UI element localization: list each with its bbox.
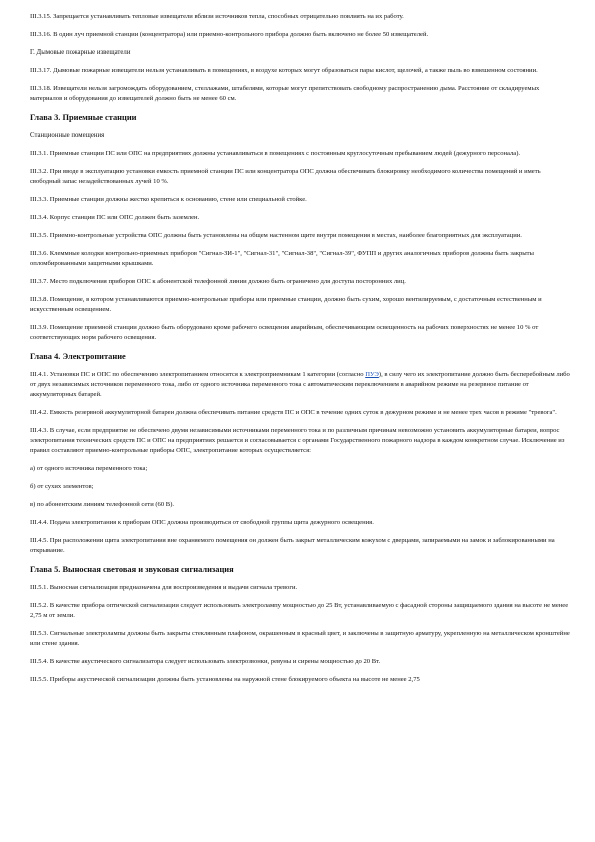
paragraph-ch3-4: III.3.4. Корпус станции ПС или ОПС должен быть заземлен.	[30, 214, 200, 221]
paragraph-3-16: III.3.16. В один луч приемной станции (концентратора) или приемно-контрольного прибора должно быть включено не более 50 извещателей.	[30, 31, 429, 38]
chapter-heading: Глава 3. Приемные станции	[30, 113, 137, 122]
section-subheading: Г. Дымовые пожарные извещатели	[30, 49, 131, 56]
paragraph-ch3-2: III.3.2. При вводе в эксплуатацию установки емкость приемной станции ПС или концентратора ОПС должна обеспечивать блокировку необходимого количества помещений и иметь свободный запас незадействованных лучей 10 %.	[30, 168, 541, 185]
paragraph-ch4-3: III.4.3. В случае, если предприятие не обеспечено двумя независимыми источниками переменного тока и по различным причинам невозможно установить аккумуляторные батареи, вопрос электропитания технических средств ПС и ОПС на предприятиях решается и согласовывается с органами Государственного пожарного надзора в каждом конкретном случае. Исключение из правил составляют приемно-контрольные приборы ОПС, электропитание которых осуществляется:	[30, 427, 565, 454]
paragraph-text: ), в силу чего их электропитание должно быть бесперебойным либо от двух независимых источников переменного тока, либо от одного источника переменного тока с автоматическим переключением в аварийном режиме на резервное питание от аккумуляторных батарей.	[30, 371, 570, 398]
chapter-heading: Глава 5. Выносная световая и звуковая сигнализация	[30, 565, 234, 574]
paragraph-3-17: III.3.17. Дымовые пожарные извещатели нельзя устанавливать в помещениях, в воздухе которых могут образоваться пары кислот, щелочей, а также пыль во взвешенном состоянии.	[30, 67, 538, 74]
paragraph-ch3-3: III.3.3. Приемные станции должны жестко крепиться к основанию, стене или специальной стойке.	[30, 196, 307, 203]
paragraph-ch3-6: III.3.6. Клеммные колодки контрольно-приемных приборов "Сигнал-ЗИ-1", "Сигнал-31", "Сигнал-38", "Сигнал-39", ФУПП и других аналогичных приборов должны быть закрыты опломбированными защитными крышками.	[30, 250, 534, 267]
paragraph-ch4-5: III.4.5. При расположении щита электропитания вне охраняемого помещения он должен быть закрыт металлическим кожухом с дверцами, запираемыми на замок и заблокированными на открывание.	[30, 537, 555, 554]
paragraph-ch4-2: III.4.2. Емкость резервной аккумуляторной батареи должна обеспечивать питание средств ПС и ОПС в течение одних суток в дежурном режиме и не менее трех часов в режиме "тревога".	[30, 409, 557, 416]
paragraph-ch3-8: III.3.8. Помещение, в котором устанавливаются приемно-контрольные приборы или приемные станции, должно быть сухим, хорошо вентилируемым, с достаточным естественным и искусственным освещением.	[30, 296, 542, 313]
paragraph-ch5-2: III.5.2. В качестве прибора оптической сигнализации следует использовать электролампу мощностью до 25 Вт, устанавливаемую с фасадной стороны защищаемого здания на высоте не менее 2,75 м от земли.	[30, 602, 569, 619]
list-item-b: б) от сухих элементов;	[30, 483, 94, 490]
list-item-c: в) по абонентским линиям телефонной сети (60 В).	[30, 501, 175, 508]
paragraph-ch5-1: III.5.1. Выносная сигнализация предназначена для воспроизведения и выдачи сигнала тревоги.	[30, 584, 298, 591]
paragraph-ch4-4: III.4.4. Подача электропитания к приборам ОПС должна производиться от свободной группы щита дежурного освещения.	[30, 519, 374, 526]
paragraph-ch5-3: III.5.3. Сигнальные электролампы должны быть закрыты стеклянным плафоном, окрашенным в красный цвет, и заключены в защитную арматуру, укрепленную на металлическом кронштейне или стене здания.	[30, 630, 570, 647]
document-page	[30, 12, 570, 693]
paragraph-ch3-7: III.3.7. Место подключения приборов ОПС к абонентской телефонной линии должно быть ограничено для доступа посторонних лиц.	[30, 278, 406, 285]
paragraph-ch4-1	[30, 370, 570, 400]
paragraph-ch3-5: III.3.5. Приемно-контрольные устройства ОПС должны быть установлены на общем настенном щите внутри помещения в местах, наиболее благоприятных для эксплуатации.	[30, 232, 522, 239]
pue-link[interactable]: ПУЭ	[365, 371, 379, 378]
list-item-a: а) от одного источника переменного тока;	[30, 465, 148, 472]
paragraph-ch3-9: III.3.9. Помещение приемной станции должно быть оборудовано кроме рабочего освещения аварийным, обеспечивающим освещенность на рабочих поверхностях не менее 10 % от соответствующих норм рабочего освещения.	[30, 324, 539, 341]
paragraph-text: III.4.1. Установки ПС и ОПС по обеспечению электропитанием относятся к электроприемникам 1 категории (согласно	[30, 371, 366, 378]
chapter-heading: Глава 4. Электропитание	[30, 352, 126, 361]
paragraph-3-15: III.3.15. Запрещается устанавливать тепловые извещатели вблизи источников тепла, способных отрицательно повлиять на их работу.	[30, 13, 404, 20]
paragraph-ch3-1: III.3.1. Приемные станции ПС или ОПС на предприятиях должны устанавливаться в помещениях с постоянным круглосуточным пребыванием людей (дежурного персонала).	[30, 150, 521, 157]
paragraph-ch5-5: III.5.5. Приборы акустической сигнализации должны быть установлены на наружной стене блокируемого объекта на высоте не менее 2,75	[30, 676, 420, 683]
paragraph-ch5-4: III.5.4. В качестве акустического сигнализатора следует использовать электрозвонки, ревуны и сирены мощностью до 20 Вт.	[30, 658, 381, 665]
section-subheading: Станционные помещения	[30, 132, 105, 139]
paragraph-3-18: III.3.18. Извещатели нельзя загромождать оборудованием, стеллажами, штабелями, которые могут препятствовать свободному распространению дыма. Расстояние от складируемых материалов и оборудования до извещателей должно быть не менее 60 см.	[30, 85, 540, 102]
